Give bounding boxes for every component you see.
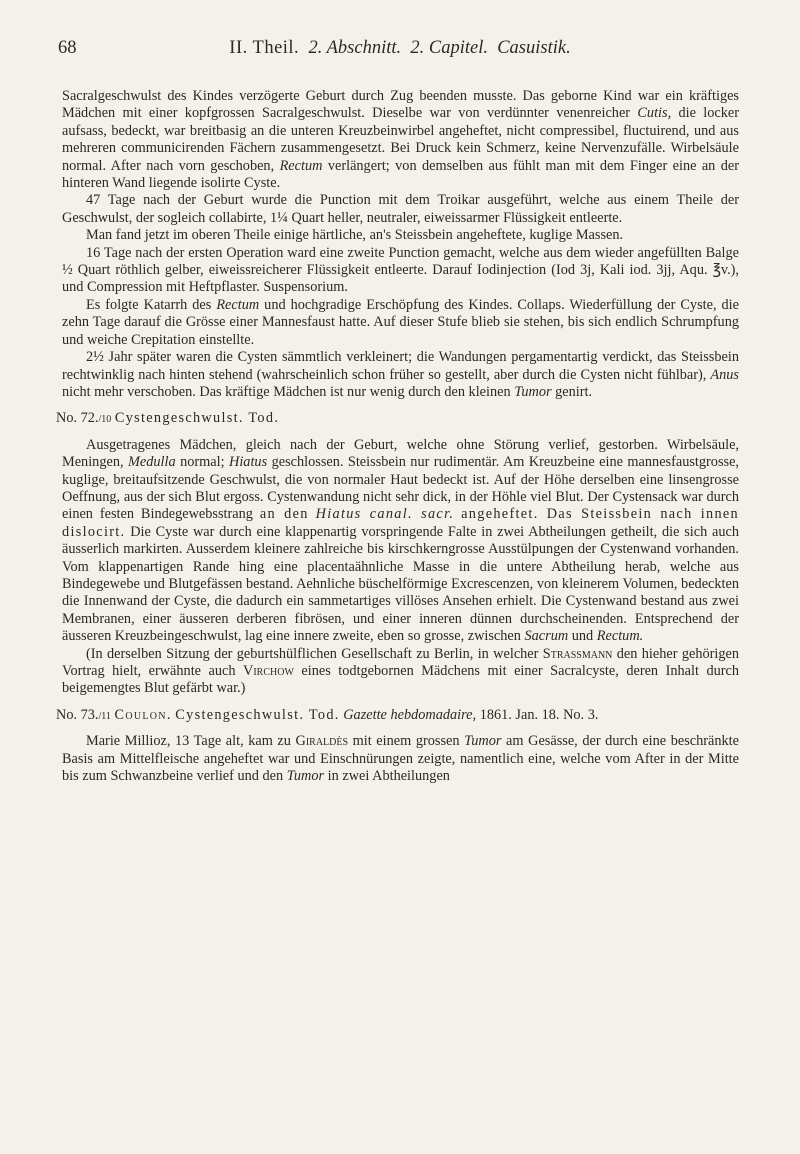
section-label: 2. Abschnitt. bbox=[308, 38, 402, 58]
chapter-label: 2. Capitel. bbox=[410, 38, 488, 58]
body-text bbox=[56, 88, 739, 785]
case-heading bbox=[56, 410, 739, 428]
case-heading bbox=[56, 707, 739, 725]
page-number: 68 bbox=[58, 38, 77, 58]
case-author: Coulon. bbox=[114, 706, 172, 723]
case-title: Cystengeschwulst. Tod. bbox=[175, 706, 340, 723]
case-subnumber: /11 bbox=[98, 710, 111, 722]
paragraph: (In derselben Sitzung der geburtshülflichen Gesellschaft zu Berlin, in welcher Strassmann den hieher gehörigen Vortrag hielt, erwähnte auch Virchow eines todtgebornen Mädchens mit einer Sacralcyste, deren Inhalt durch beigemengtes Blut gefärbt war.) bbox=[62, 645, 739, 697]
case-reference: 1861. Jan. 18. No. 3. bbox=[479, 706, 599, 723]
running-head bbox=[58, 36, 742, 60]
topic-label: Casuistik. bbox=[497, 38, 571, 58]
case-title: Cystengeschwulst. Tod. bbox=[114, 410, 280, 427]
paragraph: Sacralgeschwulst des Kindes verzögerte Geburt durch Zug beenden musste. Das geborne Kind war ein kräftiges Mädchen mit einer kopfgrossen Sacralgeschwulst. Dieselbe war von verdünnter venenreicher Cutis, die locker aufsass, bedeckt, war breitbasig an die unteren Kreuzbeinwirbel angeheftet, nicht compressibel, fluctuirend, und aus mehreren communicirenden Fächern zusammengesetzt. Bei Druck kein Schmerz, keine Nervenzufälle. Wirbelsäule normal. After nach vorn geschoben, Rectum verlängert; von demselben aus fühlt man mit dem Finger eine an der hinteren Wand liegende isolirte Cyste. bbox=[62, 88, 739, 192]
paragraph: 2½ Jahr später waren die Cysten sämmtlich verkleinert; die Wandungen pergamentartig verdickt, das Steissbein rechtwinklig nach hinten stehend (wahrscheinlich schon früher so gestellt, aber durch die Cysten nicht fühlbar), Anus nicht mehr verschoben. Das kräftige Mädchen ist nur wenig durch den kleinen Tumor genirt. bbox=[62, 349, 739, 400]
running-title bbox=[58, 36, 742, 60]
case-number: No. 73. bbox=[56, 706, 99, 723]
paragraph: Marie Millioz, 13 Tage alt, kam zu Giraldès mit einem grossen Tumor am Gesässe, der durch eine beschränkte Basis am Mittelfleische angeheftet war und Einschnürungen zeigte, namentlich eine, welche vom After in der Mitte bis zum Schwanzbeine verlief und den Tumor in zwei Abtheilungen bbox=[62, 733, 739, 785]
paragraph: Ausgetragenes Mädchen, gleich nach der Geburt, welche ohne Störung verlief, gestorben. Wirbelsäule, Meningen, Medulla normal; Hiatus geschlossen. Steissbein nur rudimentär. Am Kreuzbeine eine mannesfaustgrosse, kuglige, breitaufsitzende Geschwulst, die von normaler Haut bedeckt ist. Auf der Höhe derselben eine linsengrosse Oeffnung, aus der sich Blut ergoss. Cystenwandung nicht sehr dick, in der Höhle viel Blut. Der Cystensack war durch einen festen Bindegewebsstrang an den Hiatus canal. sacr. angeheftet. Das Steissbein nach innen dislocirt. Die Cyste war durch eine klappenartig vorspringende Falte in zwei Abtheilungen getheilt, die sich auch äusserlich markirten. Ausserdem kleinere zahlreiche bis kirschkerngrosse Ausstülpungen der Cystenwand vorhanden. Vom klappenartigen Rande hing eine placentaähnliche Masse in die untere Abtheilung herab, welche aus Bindegewebe und Blutgefässen bestand. Aehnliche büschelförmige Excrescenzen, von kleinerem Volumen, bedeckten die Innenwand der Cyste, die dadurch ein sammetartiges villöses Ansehen erhielt. Die Cystenwand bestand aus zwei Membranen, einer äusseren derberen fibrösen, und einer inneren dünnen durchscheinenden. Entsprechend der äusseren Kreuzbeingeschwulst, lag eine innere zweite, eben so grosse, zwischen Sacrum und Rectum. bbox=[62, 436, 739, 645]
paragraph: 16 Tage nach der ersten Operation ward eine zweite Punction gemacht, welche aus dem wieder angefüllten Balge ½ Quart röthlich gelber, eiweissreicherer Flüssigkeit entleerte. Darauf Iodinjection (Iod 3j, Kali iod. 3jj, Aqu. ℥v.), und Compression mit Heftpflaster. Suspensorium. bbox=[62, 244, 739, 296]
part-label: II. Theil. bbox=[229, 38, 300, 58]
paragraph: 47 Tage nach der Geburt wurde die Punction mit dem Troikar ausgeführt, welche aus einem Theile der Geschwulst, der sogleich collabirte, 1¼ Quart heller, neutraler, eiweissarmer Flüssigkeit entleerte. bbox=[62, 192, 739, 226]
paragraph: Man fand jetzt im oberen Theile einige härtliche, an's Steissbein angeheftete, kuglige Massen. bbox=[86, 227, 624, 244]
paragraph: Es folgte Katarrh des Rectum und hochgradige Erschöpfung des Kindes. Collaps. Wiederfüllung der Cyste, die zehn Tage darauf die Grösse einer Mannesfaust hatte. Auf dieser Stufe blieb sie stehen, bis sich endlich Schrumpfung und weiche Crepitation einstellte. bbox=[62, 296, 739, 348]
case-source: Gazette hebdomadaire, bbox=[343, 706, 477, 723]
case-number: No. 72. bbox=[56, 410, 99, 427]
case-subnumber: /10 bbox=[98, 414, 112, 426]
